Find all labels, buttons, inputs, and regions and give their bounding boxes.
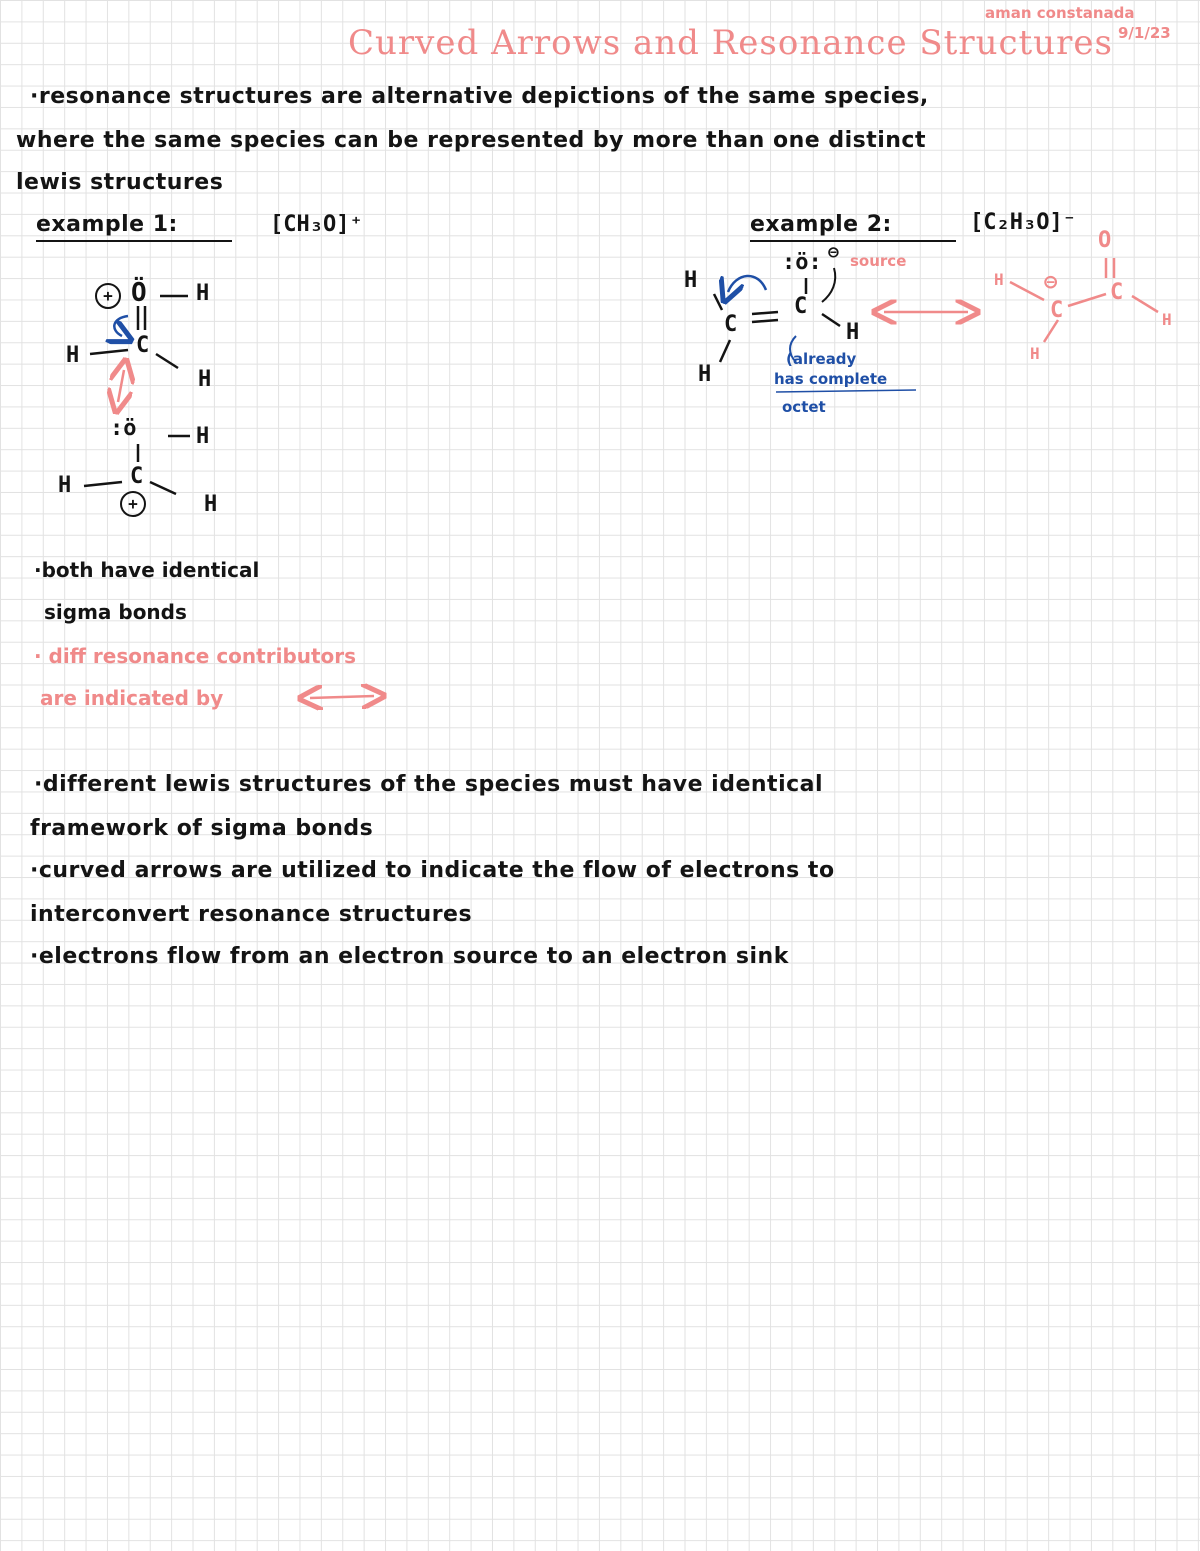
example-1-label: example 1: [36,214,232,242]
ex1-resonance-arrow-icon [118,370,124,402]
bullet-line-2: framework of sigma bonds [30,816,374,841]
intro-line-3: lewis structures [16,170,224,195]
ex1-bottom-bonds [84,436,190,494]
ex1-top-h-lower: H [198,367,212,392]
ex1-bottom-h-left: H [58,473,72,498]
example-1-formula: [CH₃O]⁺ [270,212,363,237]
ex2-oxygen: :ö: [782,250,822,275]
ex2-h-right: H [846,320,860,345]
example-2-formula: [C₂H₃O]⁻ [970,210,1076,235]
side-note-line-2: sigma bonds [44,600,187,624]
side-note-pink-line-2: are indicated by [40,686,224,710]
pink-h-right: H [1162,310,1172,329]
pink-oxygen: O [1098,228,1112,253]
ex1-bottom-h-right: H [196,424,210,449]
ex1-top-bonds [90,296,188,368]
source-note: source [850,252,907,270]
ex2-h-top: H [684,268,698,293]
bullet-line-4: interconvert resonance structures [30,902,473,927]
author-note: aman constanada [985,4,1135,22]
pink-minus-charge-icon: ⊖ [1044,270,1058,295]
ex1-bottom-h-lower: H [204,492,218,517]
side-note-resonance-arrow-icon [310,696,374,698]
ex2-octet-bracket-icon [790,336,796,362]
ex1-top-h-right: H [196,281,210,306]
positive-charge-icon-2: + [120,491,146,517]
date-note: 9/1/23 [1118,24,1171,42]
side-note-line-1: ·both have identical [34,558,260,582]
ex2-curved-arrow-icon [728,276,766,292]
octet-note-line-2: has complete [774,370,888,388]
ex1-bottom-oxygen: :ö [110,416,137,441]
page-title: Curved Arrows and Resonance Structures [348,23,1113,63]
bullet-line-3: ·curved arrows are utilized to indicate the flow of electrons to [30,858,835,883]
pink-structure-bonds [1010,258,1158,342]
pink-c-left: C [1050,298,1064,323]
ex1-top-carbon: C [136,333,150,358]
pink-h-left: H [994,270,1004,289]
pink-c-right: C [1110,280,1124,305]
intro-line-1: ·resonance structures are alternative depictions of the same species, [30,84,929,109]
ex2-h-bottom: H [698,362,712,387]
ex1-top-oxygen: Ö [131,278,147,308]
example-2-label: example 2: [750,214,956,242]
ex1-curved-arrow-icon [114,316,128,336]
bullet-line-5: ·electrons flow from an electron source to an electron sink [30,944,789,969]
side-note-pink-line-1: · diff resonance contributors [34,644,357,668]
ex2-underline-octet [776,390,916,392]
ex2-bonds [714,278,840,362]
ex1-top-h-left: H [66,343,80,368]
octet-note-line-1: (already [786,350,857,368]
ex2-c-left: C [724,312,738,337]
octet-note-line-3: octet [782,398,826,416]
ex1-bottom-carbon: C [130,464,144,489]
positive-charge-icon: + [95,283,121,309]
intro-line-2: where the same species can be represented by more than one distinct [16,128,926,153]
pink-h-bottom: H [1030,344,1040,363]
ex2-c-right: C [794,294,808,319]
ex2-lone-pair-arrow-icon [822,268,835,302]
bullet-line-1: ·different lewis structures of the species must have identical [34,772,824,797]
ex2-minus-charge-icon: ⊖ [828,242,839,263]
